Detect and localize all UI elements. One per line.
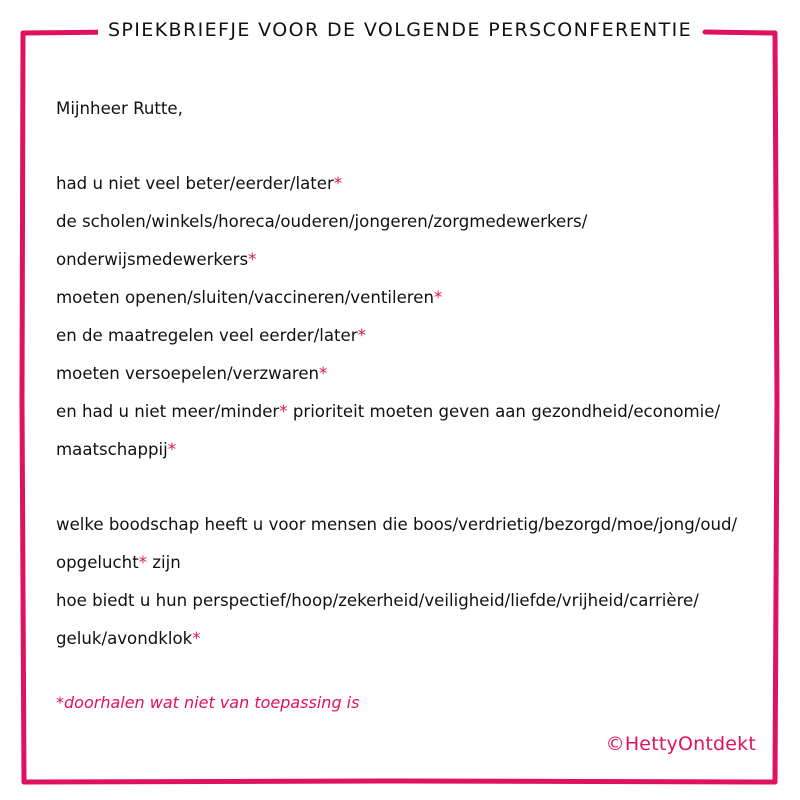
asterisk-mark: * [279,402,288,421]
letter-line [56,165,791,203]
letter-line [56,317,791,355]
asterisk-mark: * [248,250,257,269]
paragraph-1 [56,165,791,469]
line-text: onderwijsmedewerkers [56,250,249,269]
line-text: maatschappij [56,440,168,459]
line-text: en had u niet meer/minder [56,402,280,421]
line-text-after: prioriteit moeten geven aan gezondheid/economie/ [287,402,721,421]
footnote: *doorhalen wat niet van toepassing is [56,693,360,712]
line-text-after: zijn [147,553,181,572]
letter-line [56,544,791,582]
letter-line [56,431,791,469]
line-text: de scholen/winkels/horeca/ouderen/jongeren/zorgmedewerkers/ [56,212,588,231]
header-title-text: SPIEKBRIEFJE VOOR DE VOLGENDE PERSCONFERENTIE [98,19,702,41]
line-text: moeten versoepelen/verzwaren [56,364,320,383]
line-text: had u niet veel beter/eerder/later [56,174,334,193]
credit-signature: ©HettyOntdekt [605,733,756,755]
letter-line [56,203,791,241]
line-text: moeten openen/sluiten/vaccineren/ventileren [56,288,434,307]
salutation: Mijnheer Rutte, [56,99,183,118]
asterisk-mark: * [319,364,328,383]
line-text: welke boodschap heeft u voor mensen die boos/verdrietig/bezorgd/moe/jong/oud/ [56,515,738,534]
paragraph-2 [56,506,791,658]
paragraph-gap [56,469,791,506]
asterisk-mark: * [167,440,177,459]
asterisk-mark: * [138,553,147,572]
letter-line [56,582,791,620]
letter-line [56,241,791,279]
asterisk-mark: * [357,326,366,345]
letter-line [56,393,791,431]
letter-line [56,279,791,317]
letter-line [56,506,791,544]
line-text: hoe biedt u hun perspectief/hoop/zekerheid/veiligheid/liefde/vrijheid/carrière/ [56,591,699,610]
letter-line [56,355,791,393]
header-title [0,19,800,41]
asterisk-mark: * [333,174,343,193]
asterisk-mark: * [192,629,201,648]
line-text: en de maatregelen veel eerder/later [56,326,358,345]
asterisk-mark: * [433,288,443,307]
letter-body [56,90,791,658]
paragraph-gap [56,128,791,165]
line-text: geluk/avondklok [56,629,193,648]
letter-line [56,620,791,658]
line-text: opgelucht [56,553,139,572]
